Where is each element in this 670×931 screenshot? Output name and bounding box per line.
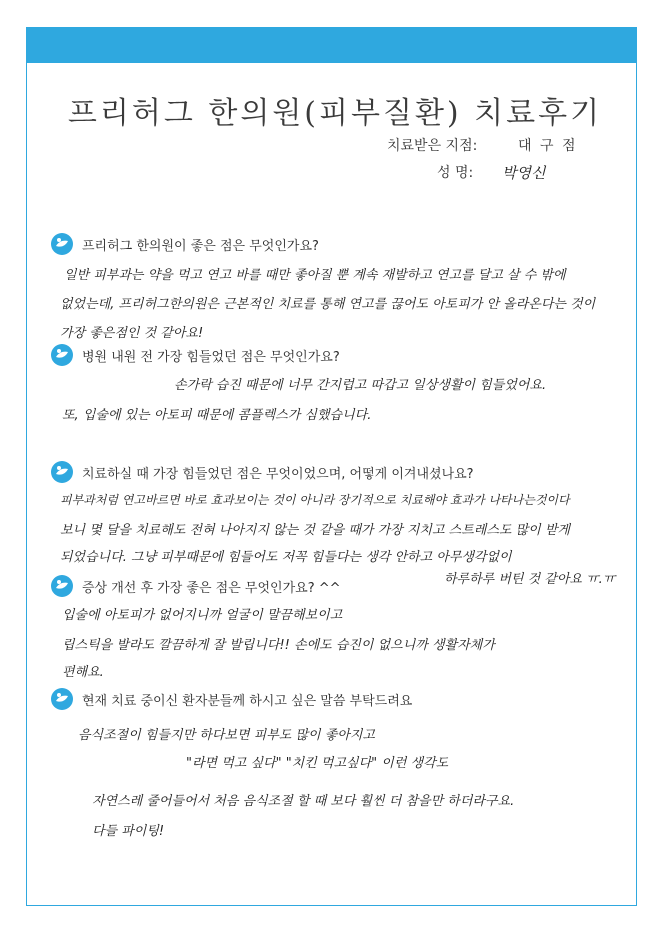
answer-2-line-2: 또, 입술에 있는 아토피 때문에 콤플렉스가 심했습니다. [62, 408, 372, 423]
name-label: 성 명: [437, 165, 474, 181]
question-1 [50, 232, 319, 256]
name-value: 박영신 [502, 164, 546, 182]
leaf-logo-icon [50, 232, 74, 256]
question-5 [50, 687, 412, 711]
answer-5-line-1: 음식조절이 힘들지만 하다보면 피부도 많이 좋아지고 [78, 728, 375, 743]
question-3 [50, 460, 474, 484]
answer-4-line-1: 입술에 아토피가 없어지니까 얼굴이 말끔해보이고 [62, 608, 343, 623]
answer-5-line-3: 자연스레 줄어들어서 처음 음식조절 할 때 보다 훨씬 더 참을만 하더라구요. [92, 794, 515, 809]
answer-1-line-3: 가장 좋은점인 것 같아요! [60, 326, 204, 341]
answer-3-line-3: 되었습니다. 그냥 피부때문에 힘들어도 저꼭 힘들다는 생각 안하고 아무생각없이 [60, 550, 512, 565]
answer-5-line-4: 다들 파이팅! [92, 824, 165, 839]
leaf-logo-icon [50, 343, 74, 367]
leaf-logo-icon [50, 687, 74, 711]
leaf-logo-icon [50, 460, 74, 484]
branch-value: 대 구 점 [518, 138, 578, 154]
document-title: 프리허그 한의원(피부질환) 치료후기 [67, 96, 603, 131]
branch-label: 치료받은 지점: [387, 138, 478, 154]
question-5-text: 현재 치료 중이신 환자분들께 하시고 싶은 말씀 부탁드려요 [82, 693, 413, 709]
answer-5-line-2: "라면 먹고 싶다" "치킨 먹고싶다" 이런 생각도 [186, 756, 449, 771]
question-3-text: 치료하실 때 가장 힘들었던 점은 무엇이었으며, 어떻게 이겨내셨나요? [82, 466, 474, 482]
question-2 [50, 343, 340, 367]
answer-4-line-2: 립스틱을 발라도 깔끔하게 잘 발립니다!! 손에도 습진이 없으니까 생활자체가 [62, 638, 495, 653]
leaf-logo-icon [50, 574, 74, 598]
header-bar [26, 27, 637, 63]
question-2-text: 병원 내원 전 가장 힘들었던 점은 무엇인가요? [82, 349, 340, 365]
question-1-text: 프리허그 한의원이 좋은 점은 무엇인가요? [82, 238, 319, 254]
answer-1-line-2: 없었는데, 프리허그한의원은 근본적인 치료를 통해 연고를 끊어도 아토피가 안 올라온다는 것이 [60, 297, 596, 312]
answer-1-line-1: 일반 피부과는 약을 먹고 연고 바를 때만 좋아질 뿐 계속 재발하고 연고를 달고 살 수 밖에 [64, 268, 566, 283]
answer-2-line-1: 손가락 습진 때문에 너무 간지럽고 따갑고 일상생활이 힘들었어요. [174, 378, 547, 393]
answer-3-line-4: 하루하루 버틴 것 같아요 ㅠ.ㅠ [444, 572, 616, 587]
document-frame [26, 63, 637, 906]
answer-4-line-3: 편해요. [62, 665, 104, 680]
answer-3-line-2: 보니 몇 달을 치료해도 전혀 나아지지 않는 것 같을 때가 가장 지치고 스트레스도 많이 받게 [60, 523, 570, 538]
question-4-text: 증상 개선 후 가장 좋은 점은 무엇인가요? ^^ [82, 580, 341, 596]
question-4 [50, 574, 341, 598]
answer-3-line-1: 피부과처럼 연고바르면 바로 효과보이는 것이 아니라 장기적으로 치료해야 효과가 나타나는것이다 [60, 493, 570, 507]
